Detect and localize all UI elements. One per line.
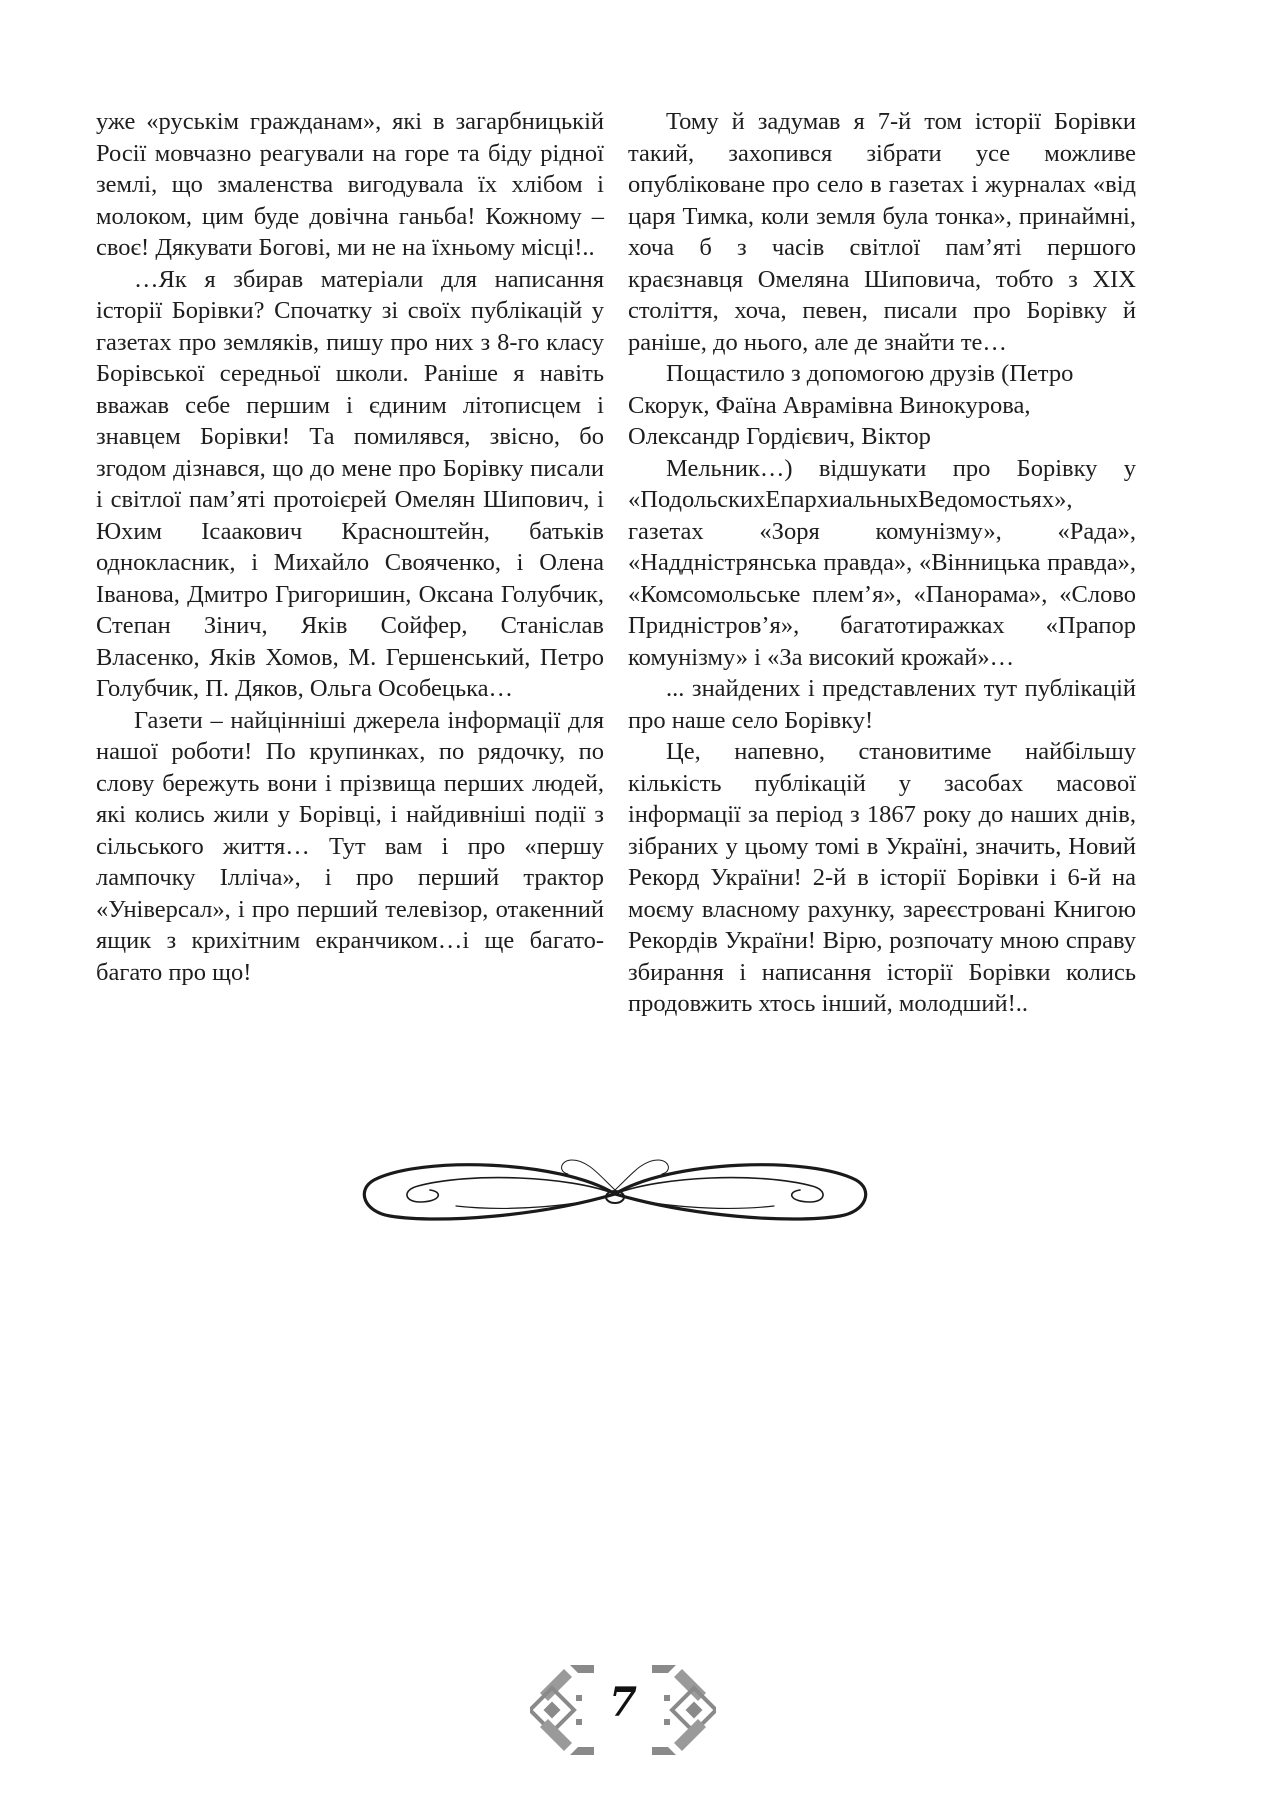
left-paragraph-3: Газети – найцінніші джерела інформації для нашої роботи! По крупинках, по рядочку, по слову бережуть вони і прізвища перших людей, які колись жили у Борівці, і найдивніші події з сільського життя… Тут вам і про «першу лампочку Ілліча», і про перший трактор «Універсал», і про перший телевізор, отакенний ящик з крихітним екранчиком…і ще багато- багато про що!: [96, 706, 604, 986]
embroidery-pattern-right-icon: [652, 1665, 716, 1755]
page-number: 7: [609, 1679, 637, 1726]
left-column: [96, 106, 604, 988]
right-paragraph-1: Тому й задумав я 7-й том історії Борівки такий, захопився зібрати усе можливе опубліковане про село в газетах і журналах «від царя Тимка, коли земля була тонка», принаймні, хоча б з часів світлої пам’яті першого краєзнавця Омеляна Шиповича, тобто з XIX століття, хоча, певен, писали про Борівку й раніше, до нього, але де знайти те…: [628, 108, 1136, 356]
right-paragraph-5: Це, напевно, становитиме найбільшу кількість публікацій у засобах масової інформації за період з 1867 року до наших днів, зібраних у цьому томі в Україні, значить, Новий Рекорд України! 2-й в історії Борівки і 6-й на моєму власному рахунку, зареєстровані Книгою Рекордів України! Вірю, розпочату мною справу збирання і написання історії Борівки колись продовжить хтось інший, молодший!..: [628, 738, 1136, 1017]
right-column: [628, 106, 1136, 1020]
left-paragraph-1: уже «руськім гражданам», які в загарбницькій Росії мовчазно реагували на горе та біду рідної землі, що змаленства вигодувала їх хлібом і молоком, цим буде довічна ганьба! Кожному – своє! Дякувати Богові, ми не на їхньому місці!..: [96, 108, 604, 261]
embroidery-pattern-left-icon: [530, 1665, 594, 1755]
right-paragraph-4: ... знайдених і представлених тут публікацій про наше село Борівку!: [628, 675, 1136, 734]
right-paragraph-3: Мельник…) відшукати про Борівку у «ПодольскихЕпархиальныхВедомостьях», газетах «Зоря комунізму», «Рада», «Наддністрянська правда», «Вінницька правда», «Комсомольське плем’я», «Панорама», «Слово Придністров’я», багатотиражках «Прапор комунізму» і «За високий крожай»…: [628, 454, 1136, 671]
page-footer: [0, 1665, 1279, 1755]
flourish-divider-ornament: [360, 1150, 870, 1238]
left-paragraph-2: …Як я збирав матеріали для написання історії Борівки? Спочатку зі своїх публікацій у газетах про земляків, пишу про них з 8-го класу Борівської середньої школи. Раніше я навіть вважав себе першим і єдиним літописцем і знавцем Борівки! Та помилявся, звісно, бо згодом дізнався, що до мене про Борівку писали і світлої пам’яті протоієрей Омелян Шипович, і Юхим Ісаакович Красноштейн, батьків однокласник, і Михайло Свояченко, і Олена Іванова, Дмитро Григоришин, Оксана Голубчик, Степан Зінич, Яків Сойфер, Станіслав Власенко, Яків Хомов, М. Гершенський, Петро Голубчик, П. Дяков, Ольга Особецька…: [96, 265, 604, 702]
right-paragraph-2: Пощастило з допомогою друзів (Петро Скорук, Фаїна Аврамівна Винокурова, Олександр Гордієвич, Віктор: [628, 360, 1074, 450]
